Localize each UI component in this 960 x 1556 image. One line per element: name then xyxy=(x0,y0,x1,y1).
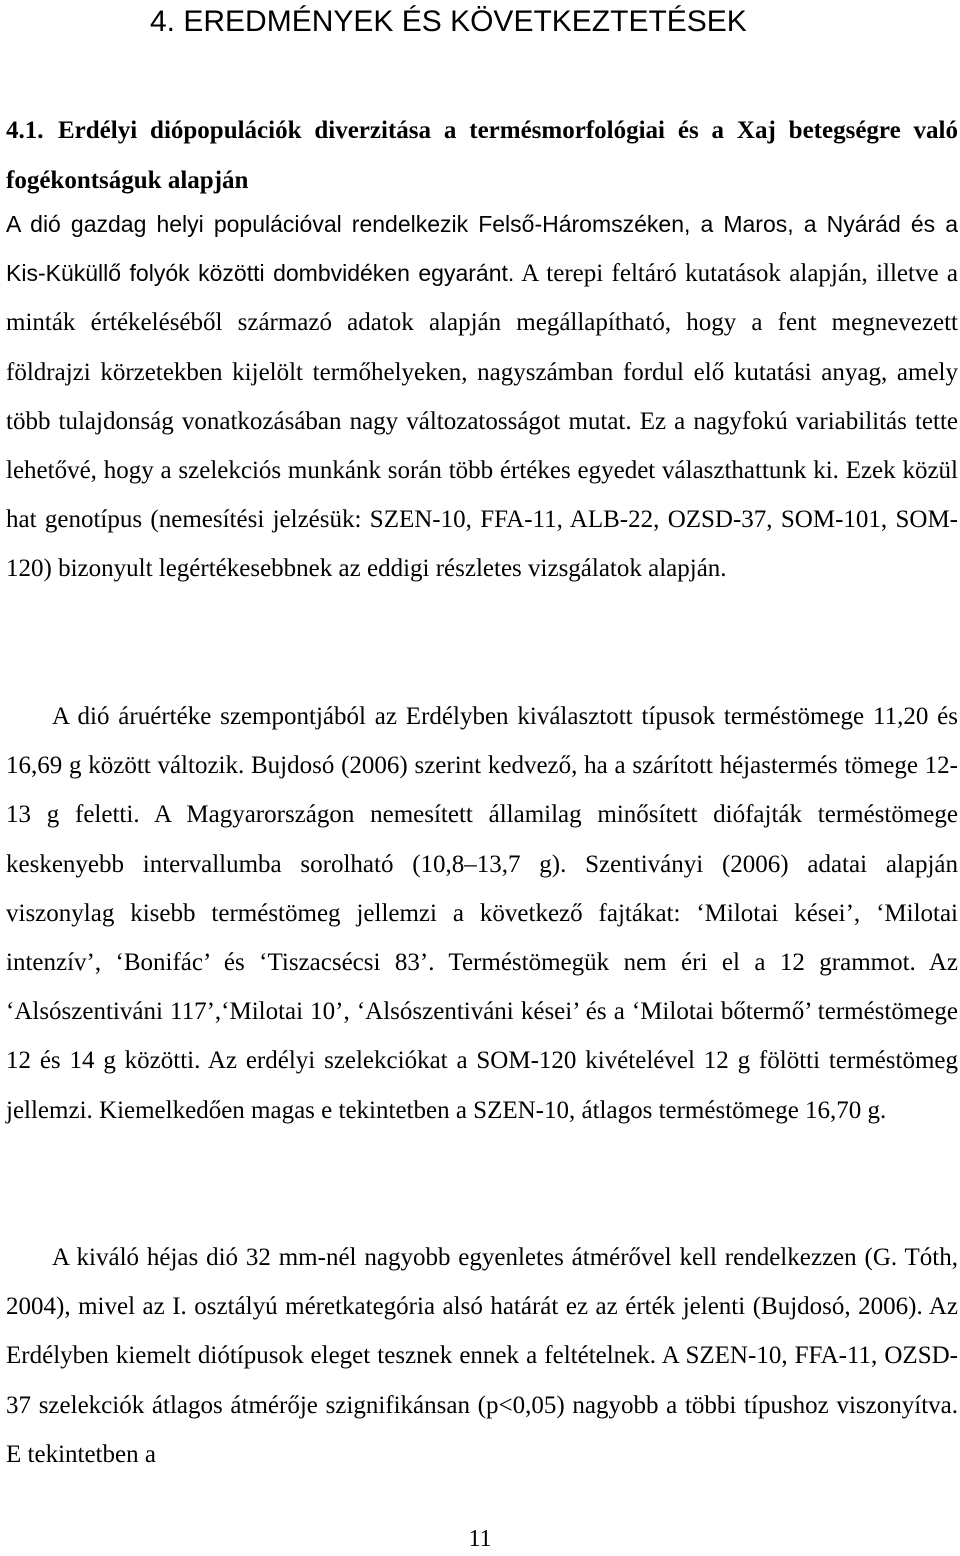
section-heading xyxy=(6,106,958,206)
paragraph-1 xyxy=(6,200,958,594)
paragraph-3: A kiváló héjas dió 32 mm-nél nagyobb egyenletes átmérővel kell rendelkezzen (G. Tóth, 2004), mivel az I. osztályú méretkategória alsó határát ez az érték jelenti (Bujdosó, 2006). Az Erdélyben kiemelt diótípusok eleget tesznek ennek a feltételnek. A SZEN-10, FFA-11, OZSD-37 szelekciók átlagos átmérője szignifikánsan (p<0,05) nagyobb a többi típushoz viszonyítva. E tekintetben a xyxy=(6,1244,958,1468)
section-title: Erdélyi diópopulációk diverzitása a termésmorfológiai és a Xaj betegségre való fogékontságuk alapján xyxy=(6,117,958,194)
chapter-title: 4. EREDMÉNYEK ÉS KÖVETKEZTETÉSEK xyxy=(150,5,747,38)
section-number: 4.1. xyxy=(6,117,44,144)
paragraph-1-lead: A dió gazdag helyi populációval rendelkezik Felső-Háromszéken, a Maros, a Nyárád és a Kis-Küküllő folyók közötti dombvidéken egyaránt. xyxy=(6,211,958,287)
page-number: 11 xyxy=(468,1526,492,1552)
paragraph-1-text: A terepi feltáró kutatások alapján, illetve a minták értékeléséből származó adatok alapján megállapítható, hogy a fent megnevezett földrajzi körzetekben kijelölt termőhelyeken, nagyszámban fordul elő kutatási anyag, amely több tulajdonság vonatkozásában nagy változatosságot mutat. Ez a nagyfokú variabilitás tette lehetővé, hogy a szelekciós munkánk során több értékes egyedet választhattunk ki. Ezek közül hat genotípus (nemesítési jelzésük: SZEN-10, FFA-11, ALB-22, OZSD-37, SOM-101, SOM-120) bizonyult legértékesebbnek az eddigi részletes vizsgálatok alapján. xyxy=(6,260,958,583)
paragraph-2: A dió áruértéke szempontjából az Erdélyben kiválasztott típusok terméstömege 11,20 és 16,69 g között változik. Bujdosó (2006) szerint kedvező, ha a szárított héjastermés tömege 12-13 g feletti. A Magyarországon nemesített államilag minősített diófajták terméstömege keskenyebb intervallumba sorolható (10,8–13,7 g). Szentiványi (2006) adatai alapján viszonylag kisebb terméstömeg jellemzi a következő fajtákat: ‘Milotai kései’, ‘Milotai intenzív’, ‘Bonifác’ és ‘Tiszacsécsi 83’. Terméstömegük nem éri el a 12 grammot. Az ‘Alsószentiváni 117’,‘Milotai 10’, ‘Alsószentiváni kései’ és a ‘Milotai bőtermő’ terméstömege 12 és 14 g közötti. Az erdélyi szelekciókat a SOM-120 kivételével 12 g fölötti terméstömeg jellemzi. Kiemelkedően magas e tekintetben a SZEN-10, átlagos terméstömege 16,70 g. xyxy=(6,703,958,1124)
